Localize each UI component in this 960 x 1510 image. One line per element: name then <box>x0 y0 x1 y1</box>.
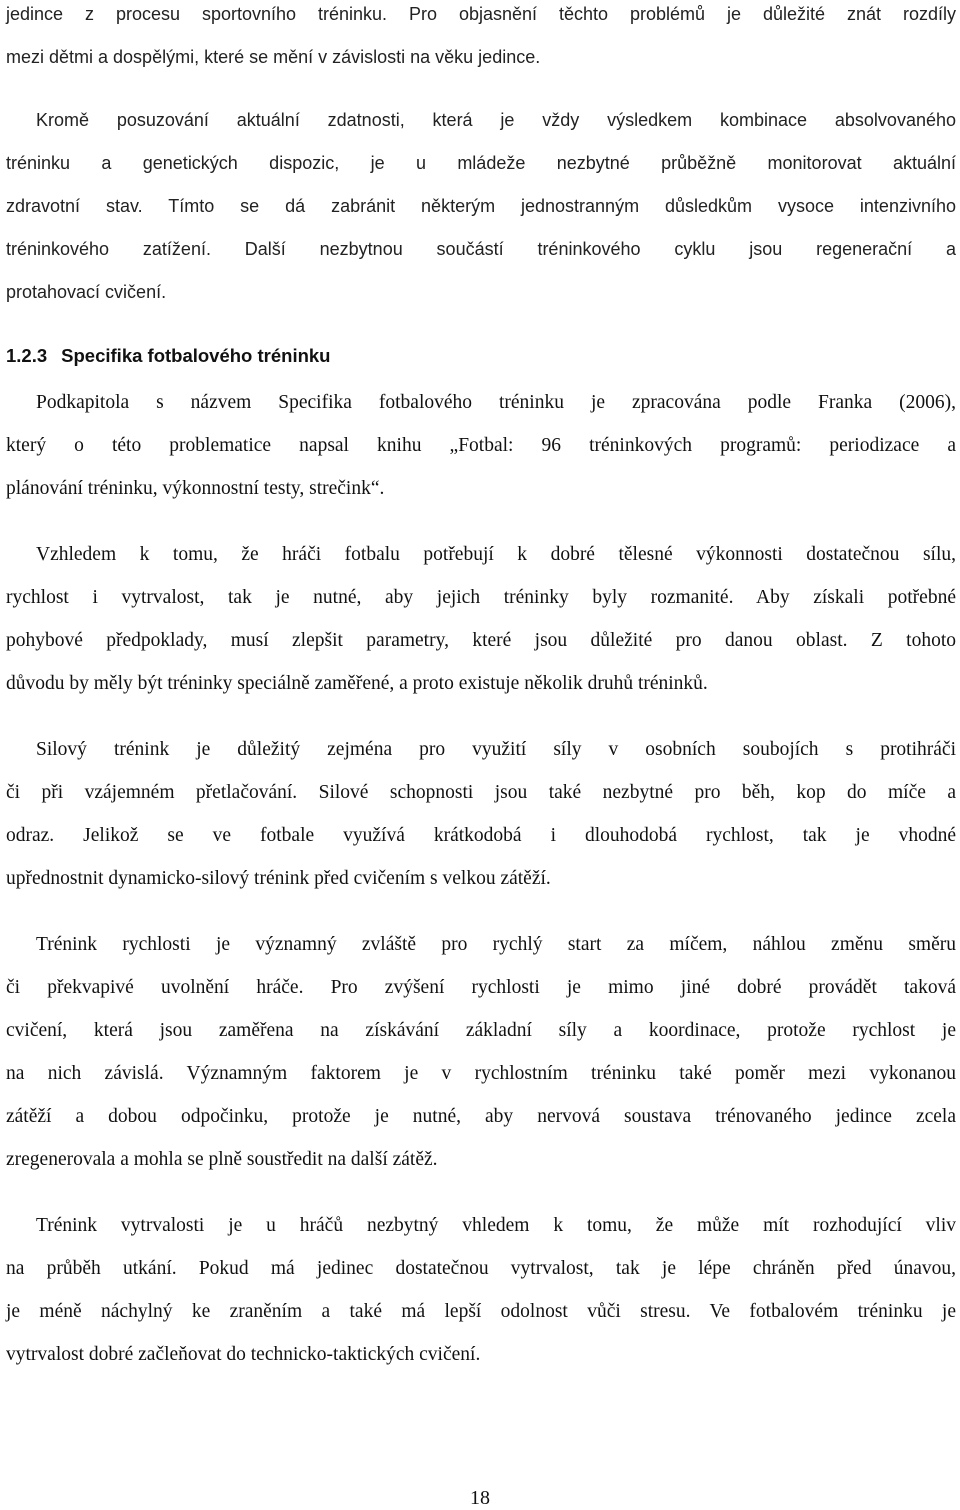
text-line: Kromě posuzování aktuální zdatnosti, která je vždy výsledkem kombinace absolvovaného <box>36 110 956 130</box>
text-line: zregenerovala a mohla se plně soustředit na další zátěž. <box>6 1149 438 1170</box>
text-line: na nich závislá. Významným faktorem je v rychlostním tréninku také poměr mezi vykonanou <box>6 1063 956 1084</box>
text-line: cvičení, která jsou zaměřena na získávání základní síly a koordinace, protože rychlost je <box>6 1020 956 1041</box>
text-line: rychlost i vytrvalost, tak je nutné, aby jejich tréninky byly rozmanité. Aby získali potřebné <box>6 587 956 608</box>
text-line: či při vzájemném přetlačování. Silové schopnosti jsou také nezbytné pro běh, kop do míče a <box>6 782 956 803</box>
page-number: 18 <box>470 1487 490 1509</box>
section-heading <box>6 342 330 370</box>
text-line: je méně náchylný ke zraněním a také má lepší odolnost vůči stresu. Ve fotbalovém tréninku je <box>6 1301 956 1322</box>
text-line: Vzhledem k tomu, že hráči fotbalu potřebují k dobré tělesné výkonnosti dostatečnou sílu, <box>36 544 956 565</box>
text-line: zdravotní stav. Tímto se dá zabránit některým jednostranným důsledkům vysoce intenzivního <box>6 196 956 216</box>
text-line: zátěží a dobou odpočinku, protože je nutné, aby nervová soustava trénovaného jedince zcela <box>6 1106 956 1127</box>
text-line: jedince z procesu sportovního tréninku. Pro objasnění těchto problémů je důležité znát rozdíly <box>6 4 956 24</box>
text-line: vytrvalost dobré začleňovat do technicko-taktických cvičení. <box>6 1344 481 1365</box>
text-line: upřednostnit dynamicko-silový trénink před cvičením s velkou zátěží. <box>6 868 551 889</box>
text-line: či překvapivé uvolnění hráče. Pro zvýšení rychlosti je mimo jiné dobré provádět taková <box>6 977 956 998</box>
text-line: důvodu by měly být tréninky speciálně zaměřené, a proto existuje několik druhů tréninků. <box>6 673 708 694</box>
text-line: protahovací cvičení. <box>6 282 167 302</box>
text-line: tréninku a genetických dispozic, je u mládeže nezbytné průběžně monitorovat aktuální <box>6 153 956 173</box>
text-line: mezi dětmi a dospělými, které se mění v závislosti na věku jedince. <box>6 47 541 67</box>
text-line: Trénink vytrvalosti je u hráčů nezbytný vhledem k tomu, že může mít rozhodující vliv <box>36 1215 956 1236</box>
text-line: tréninkového zatížení. Další nezbytnou součástí tréninkového cyklu jsou regenerační a <box>6 239 956 259</box>
text-line: pohybové předpoklady, musí zlepšit parametry, které jsou důležité pro danou oblast. Z tohoto <box>6 630 956 651</box>
section-number: 1.2.3 <box>6 345 48 366</box>
text-line: plánování tréninku, výkonnostní testy, strečink“. <box>6 478 385 499</box>
text-line: odraz. Jelikož se ve fotbale využívá krátkodobá i dlouhodobá rychlost, tak je vhodné <box>6 825 956 846</box>
text-line: Trénink rychlosti je významný zvláště pro rychlý start za míčem, náhlou změnu směru <box>36 934 956 955</box>
text-line: na průběh utkání. Pokud má jedinec dostatečnou vytrvalost, tak je lépe chráněn před únavou, <box>6 1258 956 1279</box>
text-line: který o této problematice napsal knihu „Fotbal: 96 tréninkových programů: periodizace a <box>6 435 956 456</box>
text-line: Podkapitola s názvem Specifika fotbalového tréninku je zpracována podle Franka (2006), <box>36 392 956 413</box>
section-title: Specifika fotbalového tréninku <box>61 345 331 366</box>
text-line: Silový trénink je důležitý zejména pro využití síly v osobních soubojích s protihráči <box>36 739 956 760</box>
